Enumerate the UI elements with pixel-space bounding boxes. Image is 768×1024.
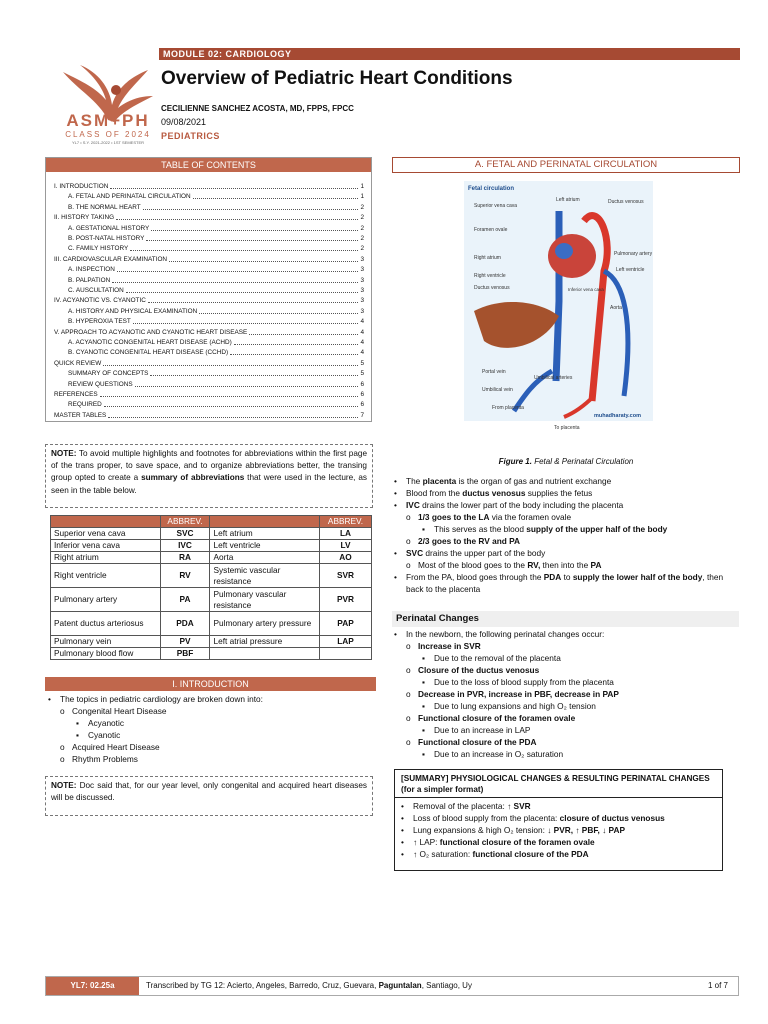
toc-entry-label: A. HISTORY AND PHYSICAL EXAMINATION xyxy=(68,307,198,315)
bullet: • xyxy=(401,813,404,823)
abbr-code-cell: AO xyxy=(320,552,372,564)
list-text: Congenital Heart Disease xyxy=(72,706,167,716)
table-row xyxy=(51,648,372,660)
list-text: This serves as the blood supply of the upper half of the body xyxy=(434,524,668,534)
bullet: ▪ xyxy=(422,653,425,663)
list-text: Functional closure of the foramen ovale xyxy=(418,713,576,723)
list-text: Removal of the placenta: ↑ SVR xyxy=(413,801,531,811)
toc-entry[interactable] xyxy=(54,297,364,305)
list-item xyxy=(394,712,740,724)
figure-credit: muhadharaty.com xyxy=(594,413,641,419)
toc-entry-page: 5 xyxy=(360,359,364,367)
list-item xyxy=(401,812,716,824)
abbr-term-cell: Superior vena cava xyxy=(51,528,161,540)
toc-entry[interactable] xyxy=(54,391,364,399)
bullet: • xyxy=(394,548,397,558)
bullet: o xyxy=(60,754,65,764)
bullet: o xyxy=(406,737,411,747)
list-item xyxy=(48,705,373,717)
abbr-header: ABBREV. xyxy=(160,516,210,528)
bullet: ▪ xyxy=(422,524,425,534)
toc-entry[interactable] xyxy=(68,266,364,274)
abbr-header: ABBREV. xyxy=(320,516,372,528)
list-item xyxy=(48,693,373,705)
right-atrium-shape xyxy=(555,243,573,259)
abbr-term-cell: Pulmonary blood flow xyxy=(51,648,161,660)
summary-title: [SUMMARY] PHYSIOLOGICAL CHANGES & RESULTING PERINATAL CHANGES (for a simpler format) xyxy=(395,770,722,798)
figure-caption xyxy=(392,457,740,466)
toc-entry-label: A. GESTATIONAL HISTORY xyxy=(68,224,150,232)
toc-leader-dots xyxy=(116,219,358,220)
toc-entry-page: 5 xyxy=(360,370,364,378)
lecture-date: 09/08/2021 xyxy=(161,117,207,127)
table-row xyxy=(51,636,372,648)
list-item xyxy=(394,547,740,559)
abbr-code-cell: PA xyxy=(160,588,210,612)
toc-leader-dots xyxy=(230,354,358,355)
toc-entry[interactable] xyxy=(54,183,364,191)
toc-entry[interactable] xyxy=(68,277,364,285)
table-row xyxy=(51,552,372,564)
footer-code: YL7: 02.25a xyxy=(46,977,139,995)
abbr-body xyxy=(51,528,372,660)
toc-entry-page: 4 xyxy=(360,328,364,336)
label-from-placenta: From placenta xyxy=(492,405,524,411)
abbr-term-cell: Systemic vascular resistance xyxy=(210,564,320,588)
note-text: To avoid multiple highlights and footnotes for abbreviations within the first page of the trans proper, to save space, and to organize abbreviations better, the transing group opted to create a xyxy=(51,449,367,483)
bullet: • xyxy=(394,629,397,639)
list-text: ↑ O₂ saturation: functional closure of the PDA xyxy=(413,849,589,859)
brand-name: ASM+PH xyxy=(66,111,150,130)
abbr-term-cell: Patent ductus arteriosus xyxy=(51,612,161,636)
bullet: • xyxy=(401,837,404,847)
toc-entry-label: B. POST-NATAL HISTORY xyxy=(68,235,145,242)
bullet: o xyxy=(406,689,411,699)
list-text: Acquired Heart Disease xyxy=(72,742,160,752)
bullet: ▪ xyxy=(76,718,79,728)
section-title-fetal-circulation: A. FETAL AND PERINATAL CIRCULATION xyxy=(392,157,740,173)
toc-leader-dots xyxy=(110,188,358,189)
list-text: Increase in SVR xyxy=(418,641,481,651)
list-item xyxy=(394,511,740,523)
note-label: NOTE: xyxy=(51,449,77,458)
abbr-header-row xyxy=(51,516,372,528)
abbr-code-cell: LAP xyxy=(320,636,372,648)
list-item xyxy=(394,535,740,547)
toc-entry-page: 3 xyxy=(360,307,364,315)
toc-entry-label: B. THE NORMAL HEART xyxy=(68,203,141,211)
label-foramen-ovale: Foramen ovale xyxy=(474,227,508,233)
list-item xyxy=(394,499,740,511)
toc-entry[interactable] xyxy=(68,245,364,253)
abbr-code-cell: RV xyxy=(160,564,210,588)
abbr-header-blank xyxy=(51,516,161,528)
bullet: • xyxy=(394,476,397,486)
bullet: • xyxy=(394,488,397,498)
toc-entry-page: 2 xyxy=(360,235,364,242)
toc-entry[interactable] xyxy=(68,349,364,357)
bullet: ▪ xyxy=(422,749,425,759)
toc-entry-page: 4 xyxy=(360,339,364,346)
list-item xyxy=(401,848,716,860)
ivc-vessel xyxy=(556,211,559,381)
bullet: ▪ xyxy=(422,725,425,735)
table-row xyxy=(51,528,372,540)
list-item xyxy=(48,729,373,741)
abbr-term-cell: Right atrium xyxy=(51,552,161,564)
label-umbilical-arteries: Umbilical arteries xyxy=(534,375,573,381)
footer-credits: Transcribed by TG 12: Acierto, Angeles, Barredo, Cruz, Guevara, Paguntalan, Santiago, Uy xyxy=(146,981,472,990)
abbr-header-blank xyxy=(210,516,320,528)
list-text: Lung expansions & high O₂ tension: ↓ PVR, ↑ PBF, ↓ PAP xyxy=(413,825,625,835)
list-text: Loss of blood supply from the placenta: closure of ductus venosus xyxy=(413,813,665,823)
toc-leader-dots xyxy=(104,406,359,407)
brand-block xyxy=(58,112,158,146)
toc-entry-page: 1 xyxy=(360,183,364,190)
list-text: Blood from the ductus venosus supplies the fetus xyxy=(406,488,593,498)
toc-entry[interactable] xyxy=(54,256,364,264)
toc-entry-page: 3 xyxy=(360,287,364,294)
summary-box xyxy=(394,769,723,871)
list-text: Closure of the ductus venosus xyxy=(418,665,540,675)
label-svc: Superior vena cava xyxy=(474,203,518,209)
abbr-code-cell: RA xyxy=(160,552,210,564)
list-text: From the PA, blood goes through the PDA to supply the lower half of the body, then back to the placenta xyxy=(406,572,724,594)
toc-entry[interactable] xyxy=(68,235,364,243)
toc-entry[interactable] xyxy=(54,412,364,420)
table-row xyxy=(51,588,372,612)
toc-entry-label: B. CYANOTIC CONGENITAL HEART DISEASE (CCHD) xyxy=(68,349,229,357)
list-text: Due to the removal of the placenta xyxy=(434,653,561,663)
fetal-circulation-figure xyxy=(464,181,653,431)
toc-leader-dots xyxy=(148,302,359,303)
table-row xyxy=(51,564,372,588)
toc-leader-dots xyxy=(126,292,359,293)
toc-entry-page: 4 xyxy=(360,349,364,357)
list-text: Cyanotic xyxy=(88,730,121,740)
toc-leader-dots xyxy=(169,261,358,262)
toc-entry-label: III. CARDIOVASCULAR EXAMINATION xyxy=(54,255,168,263)
page-title: Overview of Pediatric Heart Conditions xyxy=(161,68,513,89)
abbr-code-cell: PDA xyxy=(160,612,210,636)
label-right-atrium: Right atrium xyxy=(474,255,501,261)
caption-label: Figure 1. xyxy=(498,457,532,466)
toc-entry[interactable] xyxy=(54,329,364,337)
toc-entry[interactable] xyxy=(68,287,364,295)
toc-entry[interactable] xyxy=(68,318,364,326)
list-item xyxy=(394,700,740,712)
abbr-code-cell: SVR xyxy=(320,564,372,588)
bullet: o xyxy=(406,665,411,675)
toc-entry[interactable] xyxy=(68,401,364,409)
toc-entry-page: 3 xyxy=(360,276,364,284)
list-text: Due to lung expansions and high O₂ tension xyxy=(434,701,596,711)
bullet: • xyxy=(401,801,404,811)
label-umbilical-vein: Umbilical vein xyxy=(482,387,513,393)
toc-entry[interactable] xyxy=(68,225,364,233)
toc-leader-dots xyxy=(143,209,359,210)
list-item xyxy=(394,748,740,760)
note-label: NOTE: xyxy=(51,781,77,790)
abbr-code-cell: LV xyxy=(320,540,372,552)
list-text: 1/3 goes to the LA via the foramen ovale xyxy=(418,512,572,522)
scope-note xyxy=(45,776,373,816)
abbr-code-cell: PV xyxy=(160,636,210,648)
module-bar: MODULE 02: CARDIOLOGY xyxy=(159,48,740,60)
perinatal-changes-list xyxy=(394,628,740,760)
toc-entry-label: MASTER TABLES xyxy=(54,411,107,419)
toc-leader-dots xyxy=(130,250,358,251)
list-item xyxy=(401,836,716,848)
subject-label: PEDIATRICS xyxy=(161,131,220,141)
abbr-term-cell xyxy=(210,648,320,660)
table-row xyxy=(51,612,372,636)
label-portal-vein: Portal vein xyxy=(482,369,506,375)
list-text: Due to an increase in LAP xyxy=(434,725,531,735)
toc-entry-page: 7 xyxy=(360,411,364,419)
list-item xyxy=(394,652,740,664)
list-item xyxy=(394,736,740,748)
bullet: ▪ xyxy=(422,701,425,711)
toc-leader-dots xyxy=(249,334,358,335)
toc-entry-label: C. FAMILY HISTORY xyxy=(68,245,129,253)
list-text: Most of the blood goes to the RV, then into the PA xyxy=(418,560,602,570)
toc-entry-label: C. AUSCULTATION xyxy=(68,287,124,294)
abbr-code-cell: PVR xyxy=(320,588,372,612)
introduction-list xyxy=(48,693,373,765)
list-item xyxy=(394,676,740,688)
toc-entry-label: REQUIRED xyxy=(68,401,102,409)
brand-tagline: YL7 • S.Y. 2021-2022 • 1ST SEMESTER xyxy=(71,140,145,145)
toc-leader-dots xyxy=(117,271,359,272)
table-of-contents xyxy=(45,157,372,422)
list-item xyxy=(48,717,373,729)
toc-leader-dots xyxy=(150,375,358,376)
label-left-atrium: Left atrium xyxy=(556,197,580,203)
brand-class: CLASS OF 2024 xyxy=(65,130,151,139)
list-item xyxy=(48,753,373,765)
abbr-term-cell: Aorta xyxy=(210,552,320,564)
bullet: o xyxy=(406,536,411,546)
toc-leader-dots xyxy=(199,313,358,314)
fetal-circulation-list xyxy=(394,475,740,595)
list-item xyxy=(394,475,740,487)
abbreviation-table xyxy=(50,515,372,660)
abbr-code-cell: PBF xyxy=(160,648,210,660)
bullet: • xyxy=(394,500,397,510)
toc-entry-page: 3 xyxy=(360,266,364,274)
abbr-term-cell: Pulmonary vascular resistance xyxy=(210,588,320,612)
abbr-term-cell: Pulmonary artery xyxy=(51,588,161,612)
bullet: ▪ xyxy=(422,677,425,687)
list-item xyxy=(394,523,740,535)
toc-entry-label: B. PALPATION xyxy=(68,276,111,284)
toc-entry-page: 2 xyxy=(360,245,364,253)
toc-entry-page: 3 xyxy=(360,255,364,263)
abbr-code-cell xyxy=(320,648,372,660)
toc-entry[interactable] xyxy=(54,360,364,368)
label-pulmonary-artery: Pulmonary artery xyxy=(614,251,653,257)
abbr-code-cell: SVC xyxy=(160,528,210,540)
toc-leader-dots xyxy=(100,396,359,397)
toc-entry-page: 1 xyxy=(360,193,364,201)
abbreviation-note xyxy=(45,444,373,508)
heart-shape xyxy=(548,234,596,278)
bullet: • xyxy=(48,694,51,704)
list-item xyxy=(48,741,373,753)
list-item xyxy=(394,559,740,571)
list-text: IVC drains the lower part of the body including the placenta xyxy=(406,500,624,510)
section-title-introduction: I. INTRODUCTION xyxy=(45,677,376,691)
label-right-ventricle: Right ventricle xyxy=(474,273,506,279)
figure-heading: Fetal circulation xyxy=(468,186,515,192)
toc-leader-dots xyxy=(193,198,359,199)
perinatal-changes-heading: Perinatal Changes xyxy=(392,611,739,627)
abbr-term-cell: Left atrial pressure xyxy=(210,636,320,648)
list-item xyxy=(401,824,716,836)
toc-entry-label: II. HISTORY TAKING xyxy=(54,214,115,222)
toc-entry-label: IV. ACYANOTIC VS. CYANOTIC xyxy=(54,297,146,305)
abbr-term-cell: Pulmonary vein xyxy=(51,636,161,648)
list-text: In the newborn, the following perinatal changes occur: xyxy=(406,629,605,639)
toc-entry[interactable] xyxy=(68,193,364,201)
bullet: o xyxy=(406,560,411,570)
label-left-ventricle: Left ventricle xyxy=(616,267,645,273)
bullet: o xyxy=(406,512,411,522)
table-row xyxy=(51,540,372,552)
note-bold: summary of abbreviations xyxy=(141,473,245,483)
abbr-code-cell: LA xyxy=(320,528,372,540)
list-text: Due to the loss of blood supply from the placenta xyxy=(434,677,614,687)
list-item xyxy=(394,628,740,640)
label-ductus-venosus: Ductus venosus xyxy=(474,285,510,291)
abbr-code-cell: IVC xyxy=(160,540,210,552)
toc-entry-page: 3 xyxy=(360,297,364,305)
abbr-term-cell: Left ventricle xyxy=(210,540,320,552)
note-text: Doc said that, for our year level, only congenital and acquired heart diseases will be discussed. xyxy=(51,781,367,803)
bullet: ▪ xyxy=(76,730,79,740)
toc-leader-dots xyxy=(108,417,358,418)
bullet: o xyxy=(60,742,65,752)
toc-leader-dots xyxy=(234,344,359,345)
list-text: The topics in pediatric cardiology are broken down into: xyxy=(60,694,263,704)
list-text: The placenta is the organ of gas and nutrient exchange xyxy=(406,476,612,486)
toc-entry-label: A. ACYANOTIC CONGENITAL HEART DISEASE (ACHD) xyxy=(68,339,232,346)
abbr-term-cell: Left atrium xyxy=(210,528,320,540)
bullet: o xyxy=(406,713,411,723)
toc-entry[interactable] xyxy=(68,339,364,347)
list-item xyxy=(394,688,740,700)
toc-title: TABLE OF CONTENTS xyxy=(46,158,371,172)
toc-leader-dots xyxy=(103,365,358,366)
toc-entry[interactable] xyxy=(68,370,364,378)
toc-leader-dots xyxy=(151,230,358,231)
list-item xyxy=(394,640,740,652)
toc-entry-page: 6 xyxy=(360,401,364,409)
toc-entry-page: 6 xyxy=(360,391,364,398)
lecturer-name: CECILIENNE SANCHEZ ACOSTA, MD, FPPS, FPCC xyxy=(161,104,354,113)
list-text: 2/3 goes to the RV and PA xyxy=(418,536,521,546)
note-text-end: that were used in the lecture, as seen in the table below. xyxy=(51,473,367,495)
toc-entry-label: V. APPROACH TO ACYANOTIC AND CYANOTIC HEART DISEASE xyxy=(54,328,248,336)
toc-entry-page: 6 xyxy=(360,380,364,388)
bullet: • xyxy=(394,572,397,582)
list-text: Decrease in PVR, increase in PBF, decrease in PAP xyxy=(418,689,619,699)
abbr-code-cell: PAP xyxy=(320,612,372,636)
summary-list xyxy=(395,798,722,862)
list-item xyxy=(394,724,740,736)
label-ivc: Inferior vena cava xyxy=(568,287,604,292)
bullet: • xyxy=(401,825,404,835)
toc-entry-label: B. HYPEROXIA TEST xyxy=(68,318,131,326)
toc-entry-page: 2 xyxy=(360,214,364,222)
list-text: Acyanotic xyxy=(88,718,124,728)
toc-entry[interactable] xyxy=(68,204,364,212)
toc-entry-page: 4 xyxy=(360,318,364,326)
page-footer xyxy=(45,976,739,996)
list-text: Rhythm Problems xyxy=(72,754,138,764)
toc-entry-page: 2 xyxy=(360,224,364,232)
toc-entry[interactable] xyxy=(54,214,364,222)
toc-entry[interactable] xyxy=(68,308,364,316)
toc-leader-dots xyxy=(135,386,359,387)
toc-entry-label: SUMMARY OF CONCEPTS xyxy=(68,370,149,378)
toc-entry[interactable] xyxy=(68,381,364,389)
abbr-term-cell: Pulmonary artery pressure xyxy=(210,612,320,636)
abbr-term-cell: Inferior vena cava xyxy=(51,540,161,552)
bullet: o xyxy=(406,641,411,651)
toc-entry-label: I. INTRODUCTION xyxy=(54,183,109,190)
bullet: • xyxy=(401,849,404,859)
label-to-placenta: To placenta xyxy=(554,425,580,431)
label-ductus: Ductus venosus xyxy=(608,199,644,205)
toc-leader-dots xyxy=(112,282,358,283)
toc-entry-label: REVIEW QUESTIONS xyxy=(68,380,133,388)
toc-entry-page: 2 xyxy=(360,203,364,211)
label-aorta: Aorta xyxy=(610,305,622,311)
list-item xyxy=(394,571,740,595)
toc-entry-label: QUICK REVIEW xyxy=(54,359,102,367)
list-item xyxy=(394,487,740,499)
toc-leader-dots xyxy=(146,240,358,241)
toc-entry-label: A. INSPECTION xyxy=(68,266,115,274)
list-text: SVC drains the upper part of the body xyxy=(406,548,546,558)
list-text: Functional closure of the PDA xyxy=(418,737,537,747)
toc-entry-label: A. FETAL AND PERINATAL CIRCULATION xyxy=(68,193,191,201)
page-number: 1 of 7 xyxy=(707,981,728,990)
list-text: Due to an increase in O₂ saturation xyxy=(434,749,564,759)
list-text: ↑ LAP: functional closure of the foramen ovale xyxy=(413,837,595,847)
abbr-term-cell: Right ventricle xyxy=(51,564,161,588)
bullet: o xyxy=(60,706,65,716)
list-item xyxy=(401,800,716,812)
toc-leader-dots xyxy=(133,323,359,324)
toc-entry-label: REFERENCES xyxy=(54,391,98,398)
list-item xyxy=(394,664,740,676)
caption-text: Fetal & Perinatal Circulation xyxy=(531,457,634,466)
